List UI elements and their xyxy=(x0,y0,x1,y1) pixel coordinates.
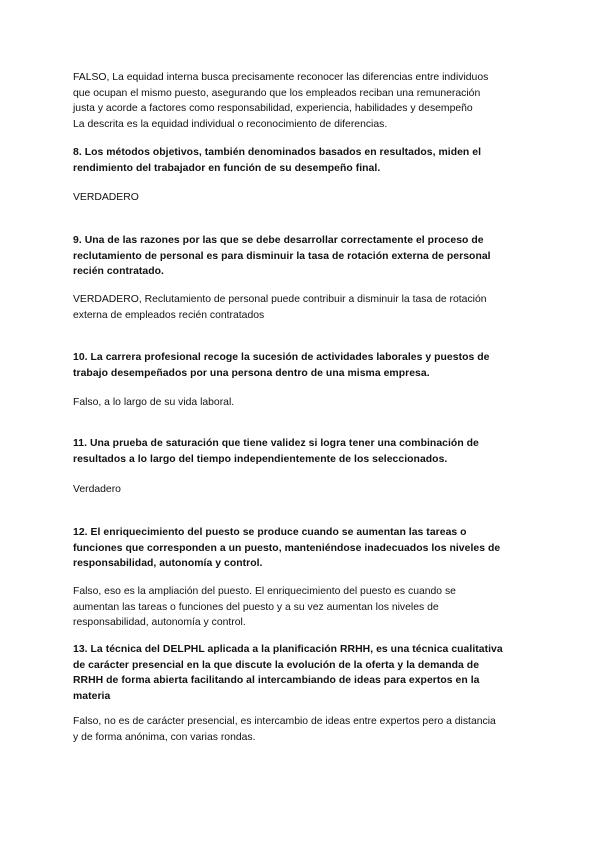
text-line: funciones que corresponden a un puesto, manteniéndose inadecuados los niveles de xyxy=(73,542,501,554)
text-line: 9. Una de las razones por las que se debe desarrollar correctamente el proceso de xyxy=(73,235,484,246)
question-13 xyxy=(73,642,543,704)
text-line: VERDADERO, Reclutamiento de personal puede contribuir a disminuir la tasa de rotación xyxy=(73,294,487,305)
text-line: recién contratado. xyxy=(73,266,164,277)
text-line: reclutamiento de personal es para disminuir la tasa de rotación externa de personal xyxy=(73,250,491,262)
text-line: 12. El enriquecimiento del puesto se produce cuando se aumentan las tareas o xyxy=(73,527,467,538)
text-line: externa de empleados recién contratados xyxy=(73,309,265,321)
text-line: materia xyxy=(73,690,111,702)
text-line: 8. Los métodos objetivos, también denominados basados en resultados, miden el xyxy=(73,147,482,158)
text-line: Verdadero xyxy=(73,484,121,495)
text-line: de carácter presencial en la que discute la evolución de la oferta y la demanda de xyxy=(73,659,480,671)
question-8 xyxy=(73,145,543,176)
text-line: responsabilidad, autonomía y control. xyxy=(73,617,246,628)
answer-8 xyxy=(73,190,543,206)
answer-9 xyxy=(73,292,543,323)
text-line: RRHH de forma abierta facilitando al intercambiando de ideas para expertos en la xyxy=(73,675,480,686)
answer-12 xyxy=(73,584,543,631)
text-line: 11. Una prueba de saturación que tiene validez si logra tener una combinación de xyxy=(73,438,479,449)
question-11 xyxy=(73,436,543,467)
text-line: responsabilidad, autonomía y control. xyxy=(73,558,263,569)
text-line: justa y acorde a factores como responsabilidad, experiencia, habilidades y desempeño xyxy=(73,103,473,114)
answer-10 xyxy=(73,395,543,411)
question-10 xyxy=(73,350,543,381)
text-line: Falso, eso es la ampliación del puesto. El enriquecimiento del puesto es cuando se xyxy=(73,586,456,597)
text-line: que ocupan el mismo puesto, asegurando que los empleados reciban una remuneración xyxy=(73,87,481,99)
text-line: aumentan las tareas o funciones del puesto y a su vez aumentan los niveles de xyxy=(73,601,439,613)
text-line: Falso, no es de carácter presencial, es intercambio de ideas entre expertos pero a distancia xyxy=(73,716,496,727)
question-12 xyxy=(73,525,543,572)
text-line: La descrita es la equidad individual o reconocimiento de diferencias. xyxy=(73,118,388,130)
question-9 xyxy=(73,233,543,280)
text-line: trabajo desempeñados por una persona dentro de una misma empresa. xyxy=(73,367,430,379)
answer-13 xyxy=(73,714,543,745)
text-line: y de forma anónima, con varias rondas. xyxy=(73,731,256,743)
text-line: Falso, a lo largo de su vida laboral. xyxy=(73,397,235,408)
answer-11 xyxy=(73,482,543,498)
text-line: 10. La carrera profesional recoge la sucesión de actividades laborales y puestos de xyxy=(73,352,490,363)
text-line: resultados a lo largo del tiempo independientemente de los seleccionados. xyxy=(73,453,448,465)
text-line: FALSO, La equidad interna busca precisamente reconocer las diferencias entre individuos xyxy=(73,72,489,83)
text-line: VERDADERO xyxy=(73,192,139,203)
text-line: 13. La técnica del DELPHL aplicada a la planificación RRHH, es una técnica cualitativa xyxy=(73,644,503,655)
text-line: rendimiento del trabajador en función de su desempeño final. xyxy=(73,162,381,174)
answer-7-text xyxy=(73,70,543,132)
